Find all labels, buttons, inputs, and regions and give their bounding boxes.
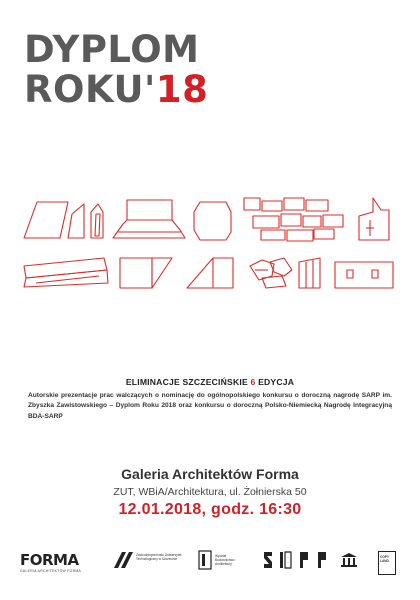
museum-logo-icon [340, 552, 358, 568]
pictogram-12 [335, 262, 393, 288]
title-roku: ROKU' [24, 68, 156, 111]
copyland-logo [378, 551, 396, 575]
pictogram-11 [299, 258, 320, 288]
elim-number: 6 [250, 377, 256, 387]
wbia-logo-text: Wydział Budownictwa i Architektury [215, 554, 236, 566]
pictogram-1 [24, 202, 84, 238]
sponsor-logos [0, 545, 420, 585]
zut-logo-icon [112, 551, 134, 569]
pictogram-10 [250, 258, 292, 288]
title-year: 18 [155, 68, 209, 111]
pictogram-4 [194, 202, 231, 240]
sarp-logo-icon [262, 550, 332, 570]
event-date: 12.01.2018, godz. 16:30 [118, 501, 302, 518]
wbia-logo-icon [198, 550, 212, 570]
zut-logo-text: Zachodniopomorski Uniwersytet Technologiczny w Szczecinie [136, 553, 182, 561]
title-line-1: DYPLOM [24, 28, 200, 71]
forma-logo-subtitle: GALERIA ARCHITEKTÓW FORMA [20, 569, 82, 573]
venue-name: Galeria Architektów Forma [121, 466, 299, 482]
pictogram-9 [187, 258, 233, 288]
copyland-logo-text: COPY LAND [380, 555, 389, 563]
elim-suffix: EDYCJA [258, 377, 295, 387]
pictogram-3 [113, 200, 185, 238]
pictogram-7 [24, 258, 108, 287]
event-description: Autorskie prezentacje prac walczących o nominację do ogólnopolskiego konkursu o doroczną nagrodę SARP im. Zbyszka Zawistowskiego – Dyplom Roku 2018 oraz konkursu o doroczną Polsko-Niemiecką Nagrodę Integracyjną BDA-SARP [28, 392, 392, 420]
venue-address: ZUT, WBiA/Architektura, ul. Żołnierska 50 [113, 486, 307, 498]
pictogram-2 [91, 204, 103, 238]
forma-logo: FORMA [20, 551, 79, 569]
elim-text: ELIMINACJE SZCZECIŃSKIE [125, 377, 248, 387]
pictogram-8 [120, 258, 172, 288]
eliminations-heading [30, 377, 390, 387]
pictogram-5 [244, 198, 343, 241]
pictogram-6 [359, 198, 389, 240]
